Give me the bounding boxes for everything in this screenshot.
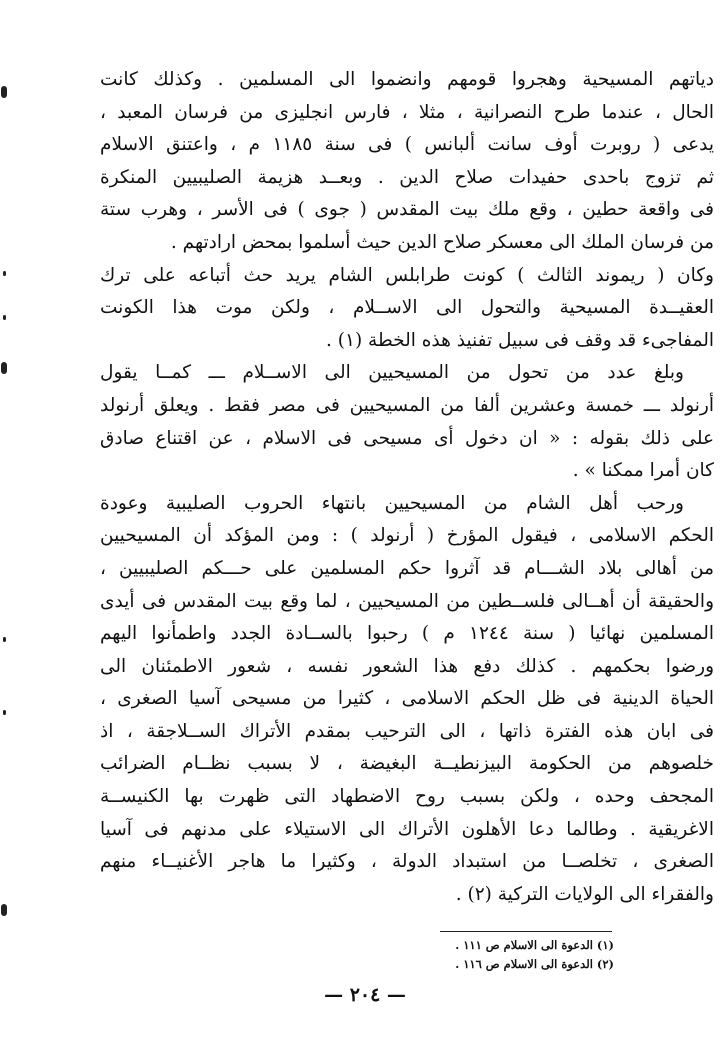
text-line: والفقراء الى الولايات التركية (٢) . bbox=[455, 883, 714, 905]
text-line: على ذلك بقوله : « ان دخول أى مسيحى فى الاسلام ، عن اقتناع صادق bbox=[100, 427, 714, 449]
text-line: خلصوهم من الحكومة البيزنطيــة البغيضة ، لا بسبب نظــام الضرائب bbox=[100, 753, 714, 775]
body-text bbox=[100, 64, 714, 911]
text-line: يدعى ( روبرت أوف سانت ألبانس ) فى سنة ١١٨٥ م ، واعتنق الاسلام bbox=[100, 134, 714, 156]
margin-mark-2 bbox=[3, 271, 6, 276]
paragraph-3 bbox=[100, 357, 714, 487]
footnote-divider bbox=[440, 931, 612, 932]
footnote-1: (١) الدعوة الى الاسلام ص ١١١ . bbox=[455, 938, 614, 952]
text-line: ورضوا بحكمهم . كذلك دفع هذا الشعور نفسه ، شعور الاطمئنان الى bbox=[100, 655, 714, 677]
text-line: كان أمرا ممكنا » . bbox=[572, 460, 714, 482]
text-line: العقيــدة المسيحية والتحول الى الاســلام ، ولكن موت هذا الكونت bbox=[100, 297, 714, 319]
margin-mark-4 bbox=[1, 362, 7, 374]
text-line: من فرسان الملك الى معسكر صلاح الدين حيث أسلموا بمحض ارادتهم . bbox=[170, 231, 714, 253]
footnotes bbox=[360, 936, 614, 974]
text-line: أرنولد ـــ خمسة وعشرين ألفا من المسيحيين فى مصر فقط . ويعلق أرنولد bbox=[100, 394, 714, 416]
text-line: فى ابان هذه الفترة ذاتها ، الى الترحيب بمقدم الأتراك الســلاجقة ، اذ bbox=[100, 720, 714, 742]
text-line: الصغرى ، تخلصــا من استبداد الدولة ، وكثيرا ما هاجر الأغنيــاء منهم bbox=[100, 851, 714, 873]
text-line: المسلمين نهائيا ( سنة ١٢٤٤ م ) رحبوا بالســادة الجدد واطمأنوا اليهم bbox=[100, 623, 714, 645]
margin-mark-3 bbox=[3, 315, 6, 320]
footnote-2: (٢) الدعوة الى الاسلام ص ١١٦ . bbox=[455, 957, 614, 971]
text-line: دياتهم المسيحية وهجروا قومهم وانضموا الى المسلمين . وكذلك كانت bbox=[100, 69, 714, 90]
paragraph-1 bbox=[100, 64, 714, 260]
text-line: الحكم الاسلامى ، فيقول المؤرخ ( أرنولد ) : ومن المؤكد أن المسيحيين bbox=[100, 525, 714, 547]
margin-mark-1 bbox=[1, 86, 7, 98]
text-line: ورحب أهل الشام من المسيحيين بانتهاء الحروب الصليبية وعودة bbox=[100, 492, 684, 514]
margin-mark-7 bbox=[1, 904, 7, 916]
text-line: المجحف وحده ، ولكن بسبب روح الاضطهاد التى ظهرت بها الكنيســة bbox=[100, 786, 714, 808]
text-line: الحال ، عندما طرح النصرانية ، مثلا ، فارس انجليزى من فرسان المعبد ، bbox=[100, 101, 714, 123]
text-line: المفاجىء قد وقف فى سبيل تفنيذ هذه الخطة (١) . bbox=[326, 329, 714, 351]
text-line: الحياة الدينية فى ظل الحكم الاسلامى ، كثيرا من مسيحى آسيا الصغرى ، bbox=[100, 688, 714, 710]
text-line: والحقيقة أن أهــالى فلســطين من المسيحيين ، لما وقع بيت المقدس فى أيدى bbox=[100, 590, 714, 612]
text-line: الاغريقية . وطالما دعا الأهلون الأتراك الى الاستيلاء على مدنهم فى آسيا bbox=[100, 818, 714, 840]
page-number: — ٢٠٤ — bbox=[324, 984, 406, 1006]
text-line: وبلغ عدد من تحول من المسيحيين الى الاســلام ـــ كمــا يقول bbox=[100, 362, 684, 384]
text-line: فى واقعة حطين ، وقع ملك بيت المقدس ( جوى ) فى الأسر ، وهرب ستة bbox=[100, 199, 714, 221]
text-line: وكان ( ريموند الثالث ) كونت طرابلس الشام يريد حث أتباعه على ترك bbox=[100, 264, 714, 286]
paragraph-2 bbox=[100, 260, 714, 358]
margin-mark-5 bbox=[3, 637, 6, 642]
text-line: ثم تزوج باحدى حفيدات صلاح الدين . وبعــد هزيمة الصليبيين المنكرة bbox=[100, 166, 714, 188]
text-line: من أهالى بلاد الشـــام قد آثروا حكم المسلمين على حـــكم الصليبيين ، bbox=[100, 557, 714, 579]
margin-mark-6 bbox=[3, 710, 6, 715]
paragraph-4 bbox=[100, 488, 714, 912]
